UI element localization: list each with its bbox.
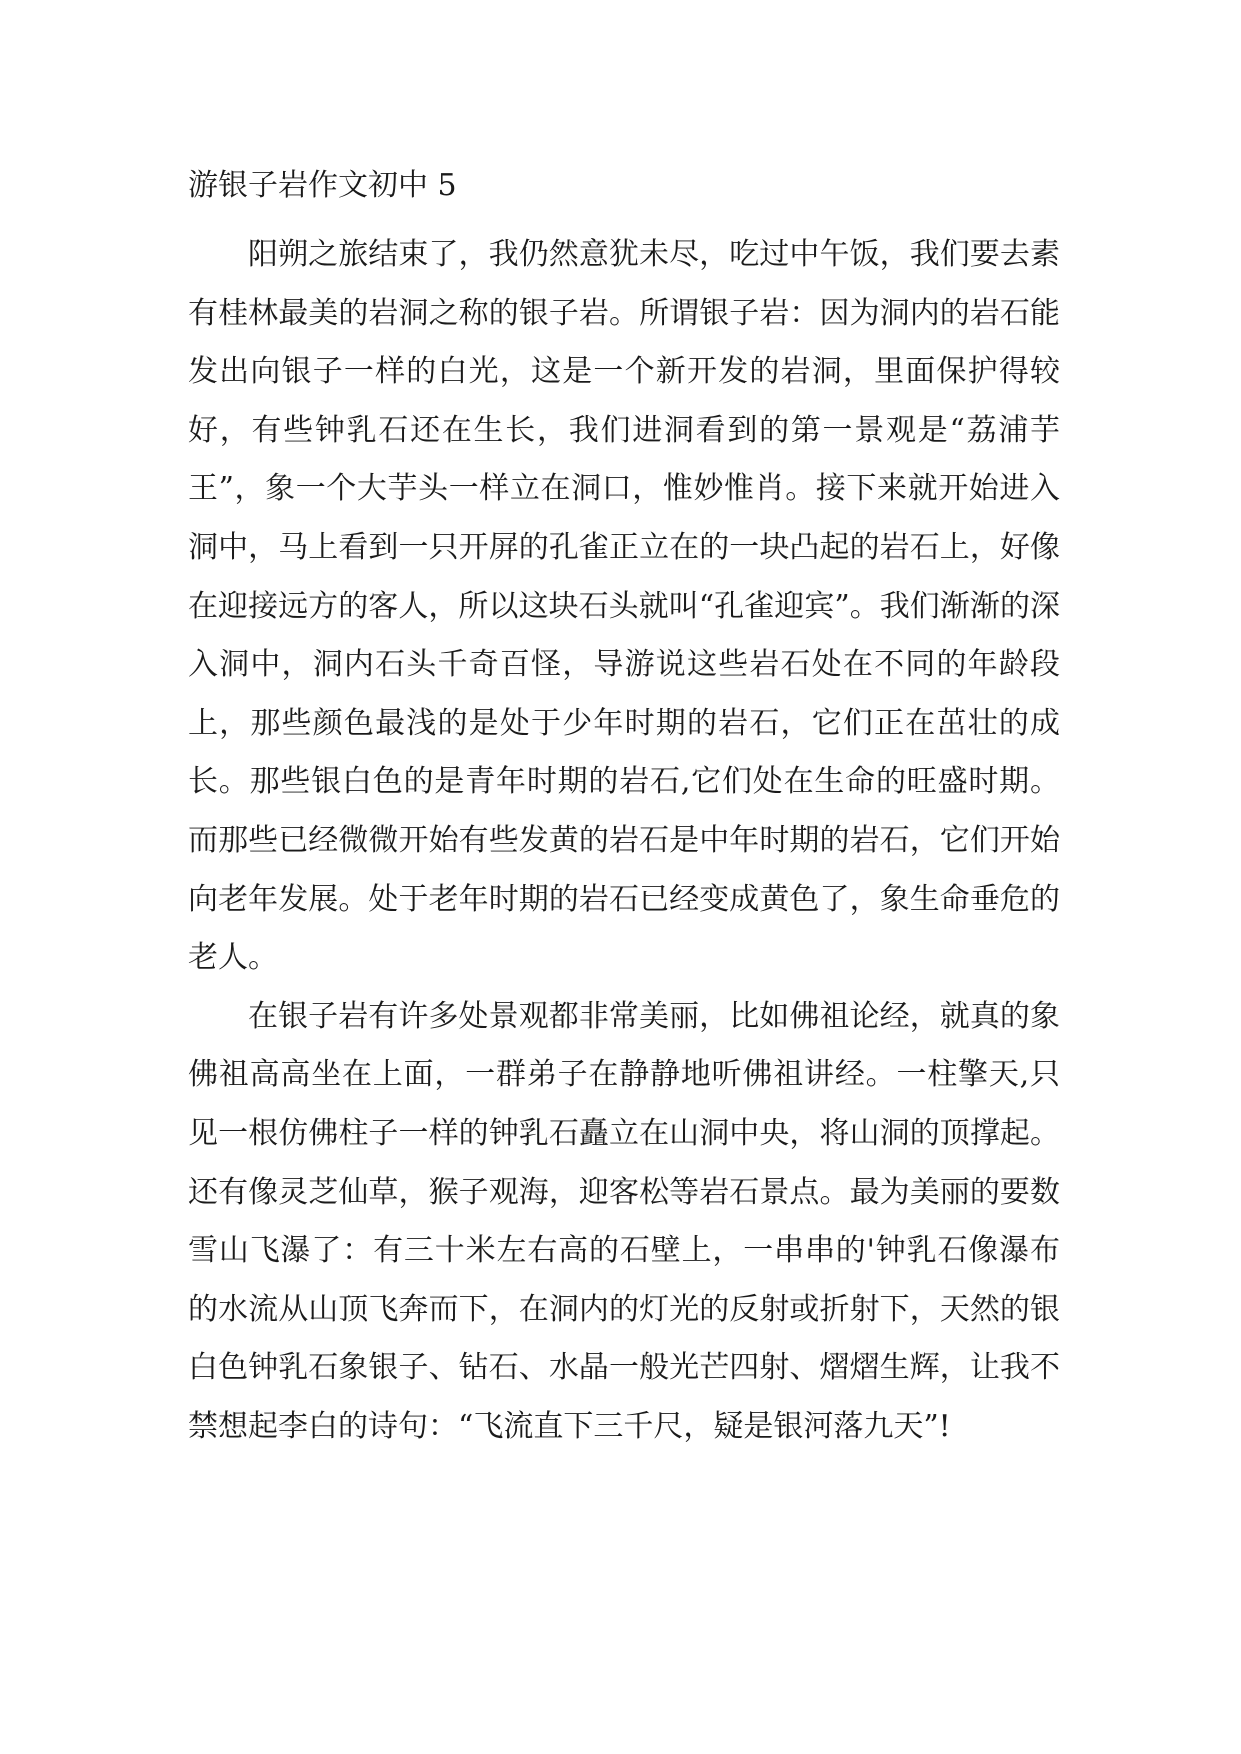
paragraph-1: 阳朔之旅结束了，我仍然意犹未尽，吃过中午饭，我们要去素有桂林最美的岩洞之称的银子岩。所谓银子岩：因为洞内的岩石能发出向银子一样的白光，这是一个新开发的岩洞，里面保护得较好，有些钟乳石还在生长，我们进洞看到的第一景观是“荔浦芋王”，象一个大芋头一样立在洞口，惟妙惟肖。接下来就开始进入洞中，马上看到一只开屏的孔雀正立在的一块凸起的岩石上，好像在迎接远方的客人，所以这块石头就叫“孔雀迎宾”。我们渐渐的深入洞中，洞内石头千奇百怪，导游说这些岩石处在不同的年龄段上，那些颜色最浅的是处于少年时期的岩石，它们正在茁壮的成长。那些银白色的是青年时期的岩石,它们处在生命的旺盛时期。而那些已经微微开始有些发黄的岩石是中年时期的岩石，它们开始向老年发展。处于老年时期的岩石已经变成黄色了，象生命垂危的老人。 <box>188 237 1060 976</box>
document-title: 游银子岩作文初中 5 <box>188 168 457 203</box>
paragraph-2: 在银子岩有许多处景观都非常美丽，比如佛祖论经，就真的象佛祖高高坐在上面，一群弟子在静静地听佛祖讲经。一柱擎天,只见一根仿佛柱子一样的钟乳石矗立在山洞中央，将山洞的顶撑起。还有像灵芝仙草，猴子观海，迎客松等岩石景点。最为美丽的要数雪山飞瀑了：有三十米左右高的石壁上，一串串的'钟乳石像瀑布的水流从山顶飞奔而下，在洞内的灯光的反射或折射下，天然的银白色钟乳石象银子、钻石、水晶一般光芒四射、熠熠生辉，让我不禁想起李白的诗句：“飞流直下三千尺，疑是银河落九天”! <box>188 998 1060 1444</box>
document-body <box>188 226 1060 1456</box>
